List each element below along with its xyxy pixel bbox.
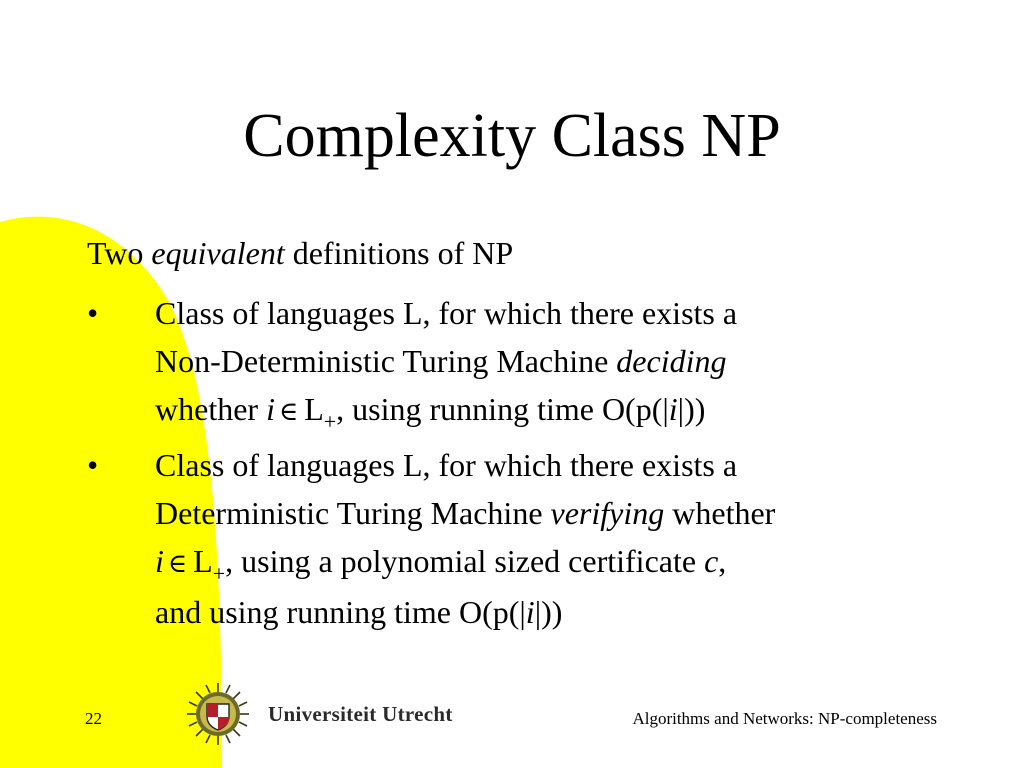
bullet-marker: • — [87, 447, 99, 483]
bullet-line: Class of languages L, for which there exists a — [155, 295, 738, 331]
intro-emphasis: equivalent — [151, 235, 285, 271]
variable-i: i — [266, 391, 275, 427]
intro-text-before: Two — [87, 235, 152, 271]
bullet-text — [155, 441, 775, 636]
set-subscript: + — [212, 561, 226, 586]
intro-line — [87, 233, 513, 273]
bullet-line — [155, 489, 775, 537]
slide-title: Complexity Class NP — [243, 102, 781, 170]
text-run: Deterministic Turing Machine — [155, 495, 551, 531]
bullet-line — [155, 537, 775, 588]
text-run: |)) — [677, 391, 706, 427]
bullet-line — [155, 385, 737, 436]
variable-c: c — [704, 543, 719, 579]
set-name: L — [193, 543, 213, 579]
element-of-symbol: ∈ — [278, 397, 299, 427]
text-run: , using running time O(p(| — [336, 391, 669, 427]
text-run: , using a polynomial sized certificate — [225, 543, 705, 579]
set-name: L — [304, 391, 324, 427]
university-name: Universiteit Utrecht — [268, 702, 453, 726]
text-run: |)) — [534, 594, 563, 630]
text-run: , — [718, 543, 727, 579]
bullet-line: Class of languages L, for which there exists a — [155, 447, 738, 483]
emphasis-verifying: verifying — [550, 495, 665, 531]
element-of-symbol: ∈ — [167, 549, 188, 579]
variable-i: i — [155, 543, 164, 579]
variable-i: i — [668, 391, 678, 427]
bullet-text — [155, 289, 737, 436]
set-subscript: + — [323, 409, 337, 434]
text-run: whether — [664, 495, 776, 531]
intro-text-after: definitions of NP — [284, 235, 514, 271]
course-title: Algorithms and Networks: NP-completeness — [632, 709, 937, 728]
university-seal-icon — [186, 682, 250, 746]
bullet-marker: • — [87, 295, 99, 331]
page-number: 22 — [85, 709, 102, 728]
text-run: whether — [155, 391, 267, 427]
text-run: Non-Deterministic Turing Machine — [155, 343, 617, 379]
variable-i: i — [525, 594, 535, 630]
bullet-line — [155, 337, 737, 385]
bullet-line — [155, 588, 775, 636]
text-run: and using running time O(p(| — [155, 594, 526, 630]
emphasis-deciding: deciding — [616, 343, 727, 379]
